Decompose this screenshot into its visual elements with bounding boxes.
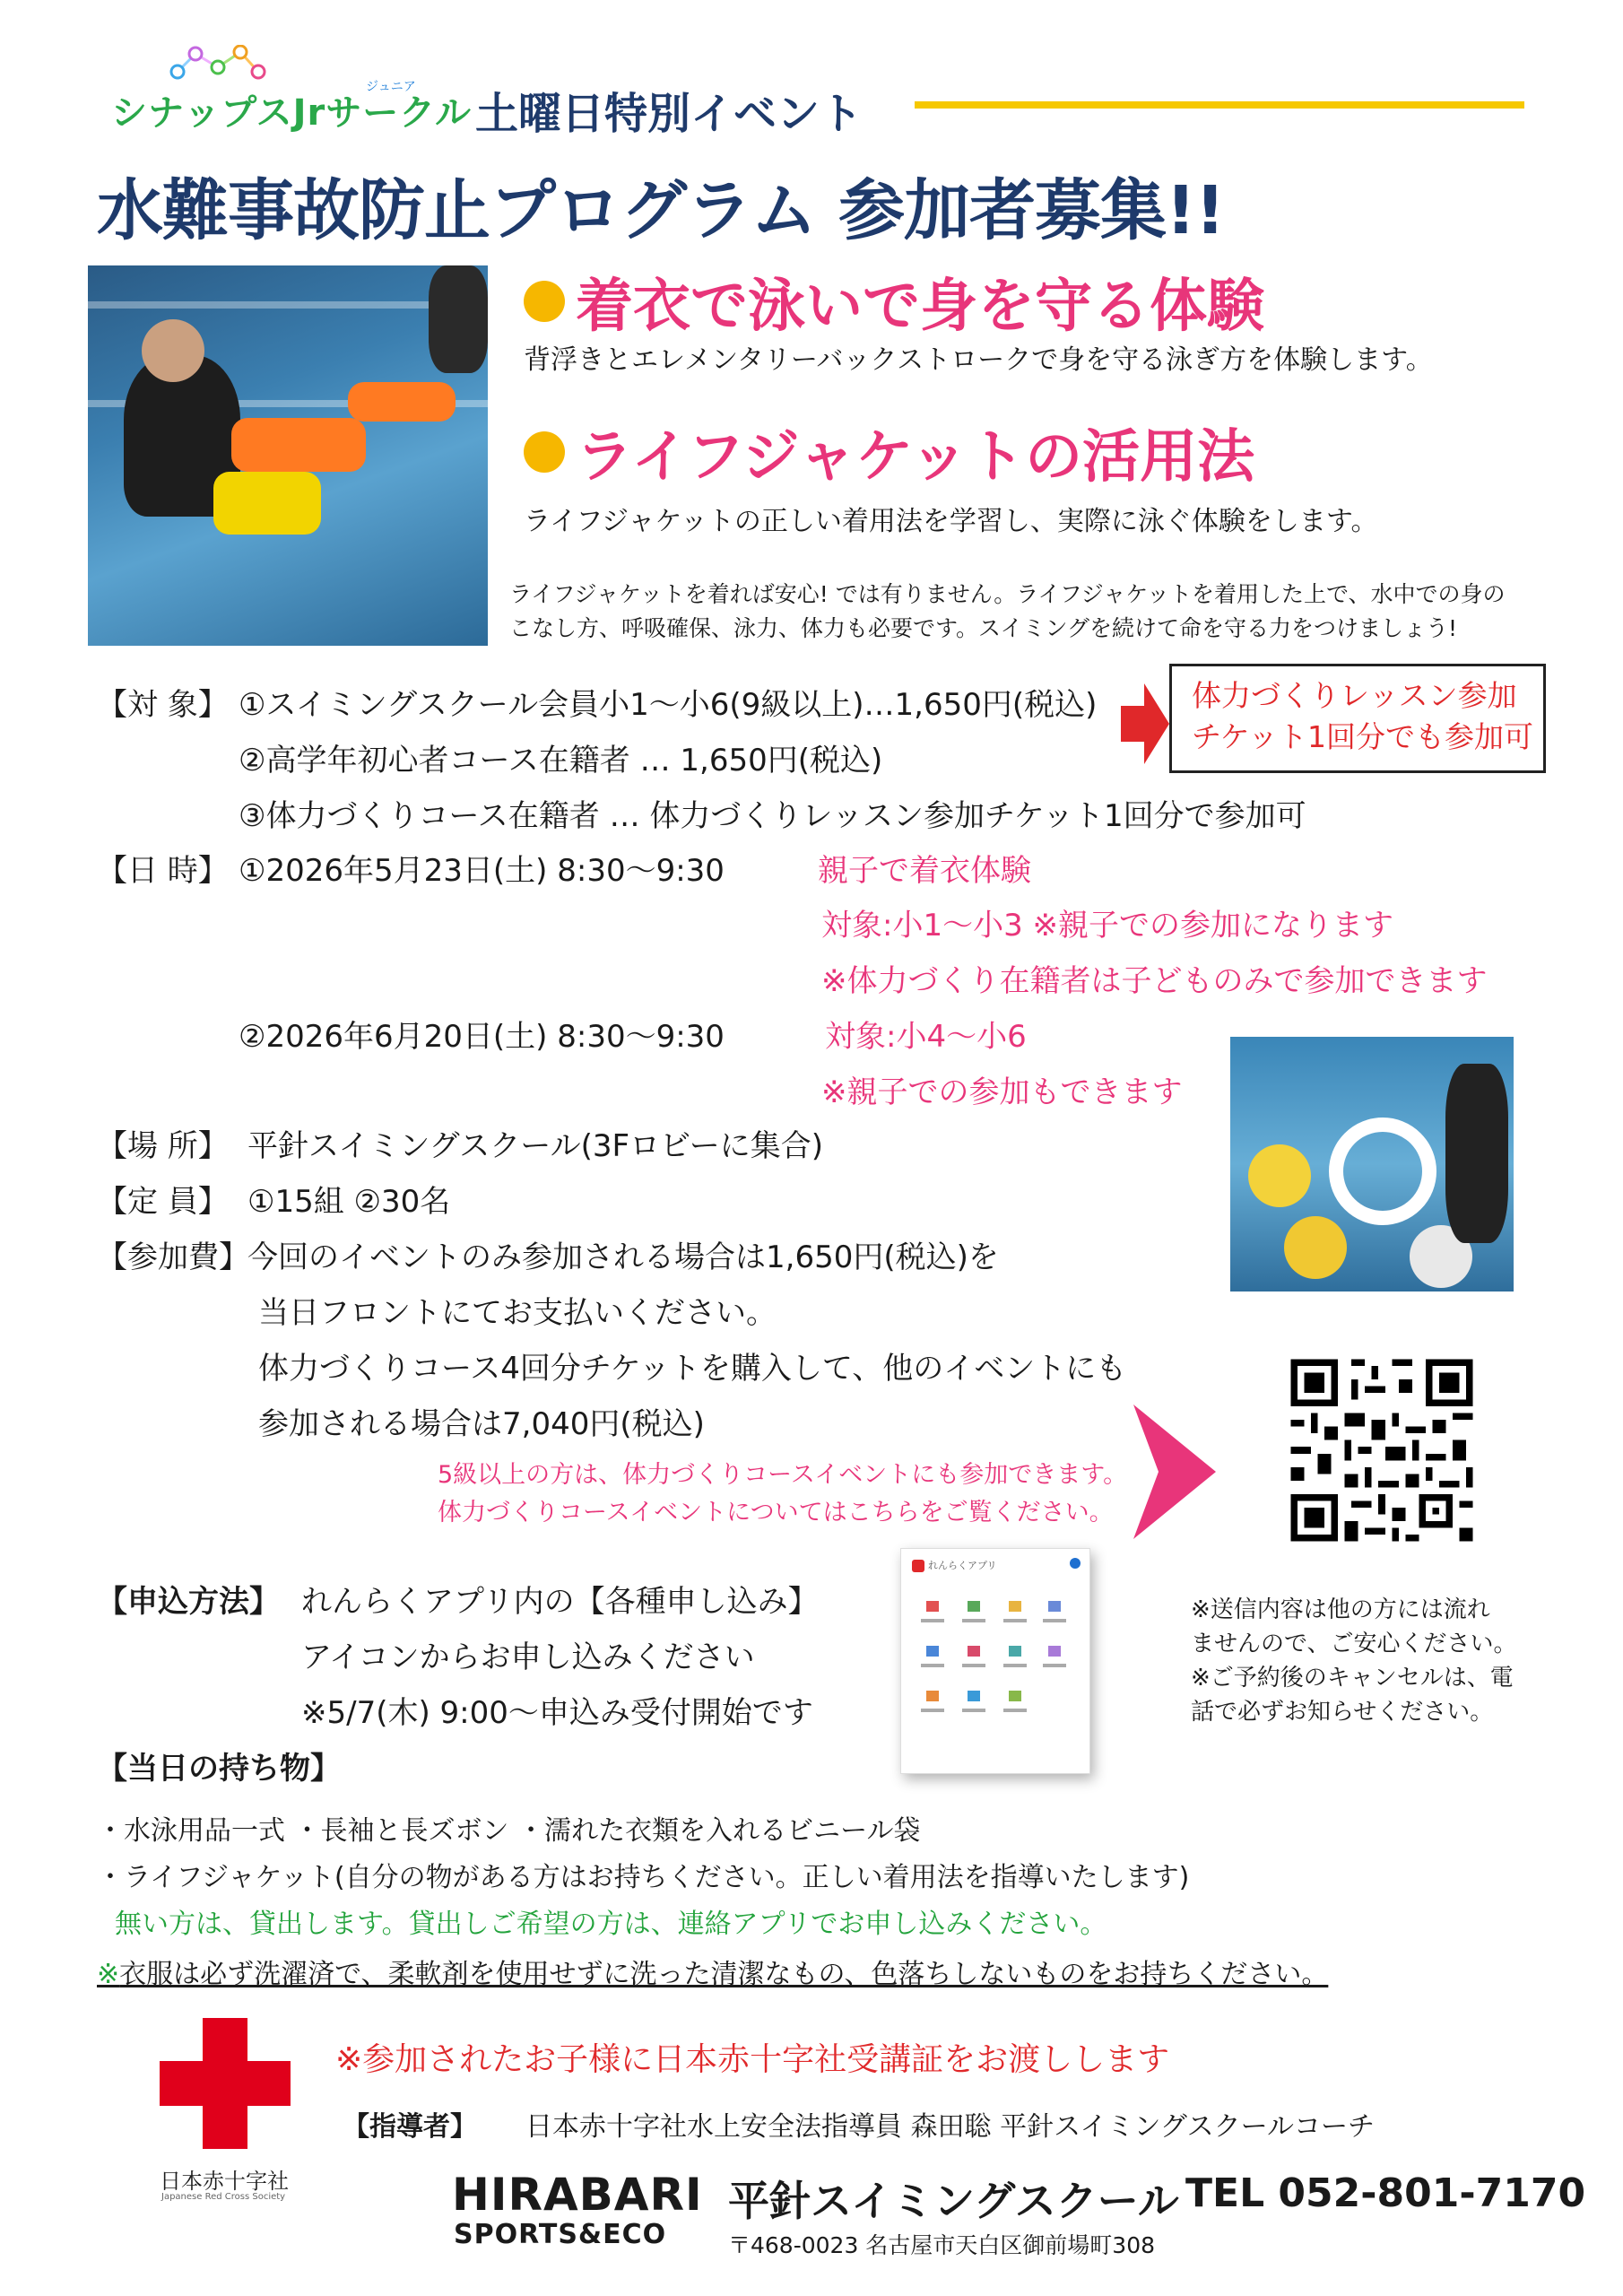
belongings-label: 【当日の持ち物】 (97, 1751, 341, 1787)
logo (97, 45, 473, 135)
belongings-line-2: ・ライフジャケット(自分の物がある方はお持ちください。正しい着用法を指導いたします) (97, 1862, 1190, 1893)
session-1-note-1: 親子で着衣体験 (818, 853, 1031, 889)
capacity-label: 【定 員】 (97, 1184, 229, 1220)
apply-side-note-line-4: 話で必ずお知らせください。 (1191, 1699, 1494, 1726)
bullet-dot-icon (524, 281, 565, 322)
datetime-label: 【日 時】 (97, 853, 229, 889)
fee-line-3: 体力づくりコース4回分チケットを購入して、他のイベントにも (258, 1351, 1127, 1387)
fee-label: 【参加費】 (97, 1239, 249, 1275)
session-2-note-1: 対象:小4～小6 (825, 1019, 1027, 1055)
red-cross-icon (160, 2018, 291, 2149)
feature-1-heading: 着衣で泳いで身を守る体験 (576, 274, 1264, 340)
school-address: 〒468-0023 名古屋市天白区御前場町308 (728, 2232, 1156, 2258)
belongings-line-4-mark: ※ (97, 1959, 120, 1990)
logo-text: シナップスJrサークル (111, 92, 473, 134)
feature-1 (524, 260, 1264, 343)
ticket-notice-box (1169, 664, 1546, 773)
brand-logo-main: HIRABARI (452, 2169, 703, 2221)
place-label: 【場 所】 (97, 1128, 229, 1164)
target-item-2: ②高学年初心者コース在籍者 … 1,650円(税込) (239, 743, 883, 778)
notice (509, 578, 1505, 646)
notice-line-2: こなし方、呼吸確保、泳力、体力も必要です。スイミングを続けて命を守る力をつけましょう! (509, 615, 1458, 641)
fee-note-line-2: 体力づくりコースイベントについてはこちらをご覧ください。 (438, 1499, 1114, 1526)
ticket-notice-line-1: 体力づくりレッスン参加 (1192, 678, 1517, 713)
fee-line-1: 今回のイベントのみ参加される場合は1,650円(税込)を (247, 1239, 999, 1275)
fee-line-2: 当日フロントにてお支払いください。 (258, 1295, 777, 1331)
instructor-value: 日本赤十字社水上安全法指導員 森田聡 平針スイミングスクールコーチ (525, 2111, 1375, 2143)
apply-side-note-line-2: ませんので、ご安心ください。 (1191, 1631, 1517, 1657)
belongings-line-4 (97, 1952, 1328, 1991)
feature-2 (524, 411, 1254, 493)
apply-line-2: アイコンからお申し込みください (301, 1639, 755, 1675)
bullet-dot-icon (524, 431, 565, 473)
school-name: 平針スイミングスクール (728, 2177, 1179, 2225)
instructor-label: 【指導者】 (343, 2111, 477, 2143)
feature-1-desc: 背浮きとエレメンタリーバックストロークで身を守る泳ぎ方を体験します。 (524, 344, 1433, 376)
place-value: 平針スイミングスクール(3Fロビーに集合) (247, 1128, 823, 1164)
fee-note (438, 1457, 1127, 1532)
qr-code[interactable] (1284, 1352, 1480, 1548)
belongings-line-1: ・水泳用品一式 ・長袖と長ズボン ・濡れた衣類を入れるビニール袋 (97, 1815, 921, 1847)
feature-2-desc: ライフジャケットの正しい着用法を学習し、実際に泳ぐ体験をします。 (524, 506, 1378, 537)
session-1-note-3: ※体力づくり在籍者は子どものみで参加できます (821, 963, 1488, 999)
kids-photo (1230, 1037, 1514, 1292)
apply-side-note-line-1: ※送信内容は他の方には流れ (1191, 1596, 1490, 1623)
event-label: 土曜日特別イベント (475, 89, 864, 139)
app-icon-grid (914, 1596, 1077, 1752)
target-item-1: ①スイミングスクール会員小1～小6(9級以上)…1,650円(税込) (239, 687, 1098, 723)
fee-note-line-1: 5級以上の方は、体力づくりコースイベントにも参加できます。 (438, 1461, 1128, 1489)
app-header-icon (912, 1560, 924, 1572)
apply-line-1: れんらくアプリ内の【各種申し込み】 (301, 1584, 819, 1620)
session-1-note-2: 対象:小1～小3 ※親子での参加になります (821, 908, 1394, 944)
school-tel: TEL 052-801-7170 (1185, 2170, 1586, 2216)
session-1-date: ①2026年5月23日(土) 8:30～9:30 (239, 853, 725, 889)
target-item-3: ③体力づくりコース在籍者 … 体力づくりレッスン参加チケット1回分で参加可 (239, 798, 1306, 834)
arrow-right-icon (1121, 683, 1169, 764)
ticket-notice-line-2: チケット1回分でも参加可 (1192, 719, 1534, 754)
redcross-jp: 日本赤十字社 (160, 2169, 289, 2194)
logo-ruby: ジュニア (366, 80, 416, 94)
logo-network-icon (169, 45, 267, 84)
apply-side-note (1191, 1593, 1516, 1729)
certificate-note: ※参加されたお子様に日本赤十字社受講証をお渡しします (335, 2041, 1170, 2078)
target-label: 【対 象】 (97, 687, 229, 723)
header-rule (915, 101, 1524, 109)
belongings-line-4-text: 衣服は必ず洗濯済で、柔軟剤を使用せずに洗った清潔なもの、色落ちしないものをお持ちください。 (119, 1959, 1329, 1990)
apply-label: 【申込方法】 (97, 1584, 280, 1620)
apply-line-3: ※5/7(木) 9:00～申込み受付開始です (301, 1695, 813, 1731)
redcross-en: Japanese Red Cross Society (161, 2192, 286, 2202)
app-title: れんらくアプリ (928, 1560, 997, 1571)
feature-2-heading: ライフジャケットの活用法 (576, 424, 1255, 491)
brand-logo-sub: SPORTS&ECO (454, 2219, 667, 2250)
pool-photo (88, 265, 488, 646)
page-title: 水難事故防止プログラム 参加者募集!! (97, 172, 1225, 249)
capacity-value: ①15組 ②30名 (247, 1184, 451, 1220)
apply-side-note-line-3: ※ご予約後のキャンセルは、電 (1191, 1665, 1514, 1692)
notice-line-1: ライフジャケットを着れば安心! では有りません。ライフジャケットを着用した上で、水中での身の (509, 581, 1506, 607)
app-screenshot (900, 1548, 1090, 1774)
arrow-right-icon (1133, 1405, 1216, 1539)
session-2-note-2: ※親子での参加もできます (821, 1074, 1183, 1110)
fee-line-4: 参加される場合は7,040円(税込) (258, 1406, 705, 1442)
session-2-date: ②2026年6月20日(土) 8:30～9:30 (239, 1019, 725, 1055)
belongings-line-3: 無い方は、貸出します。貸出しご希望の方は、連絡アプリでお申し込みください。 (115, 1909, 1107, 1940)
